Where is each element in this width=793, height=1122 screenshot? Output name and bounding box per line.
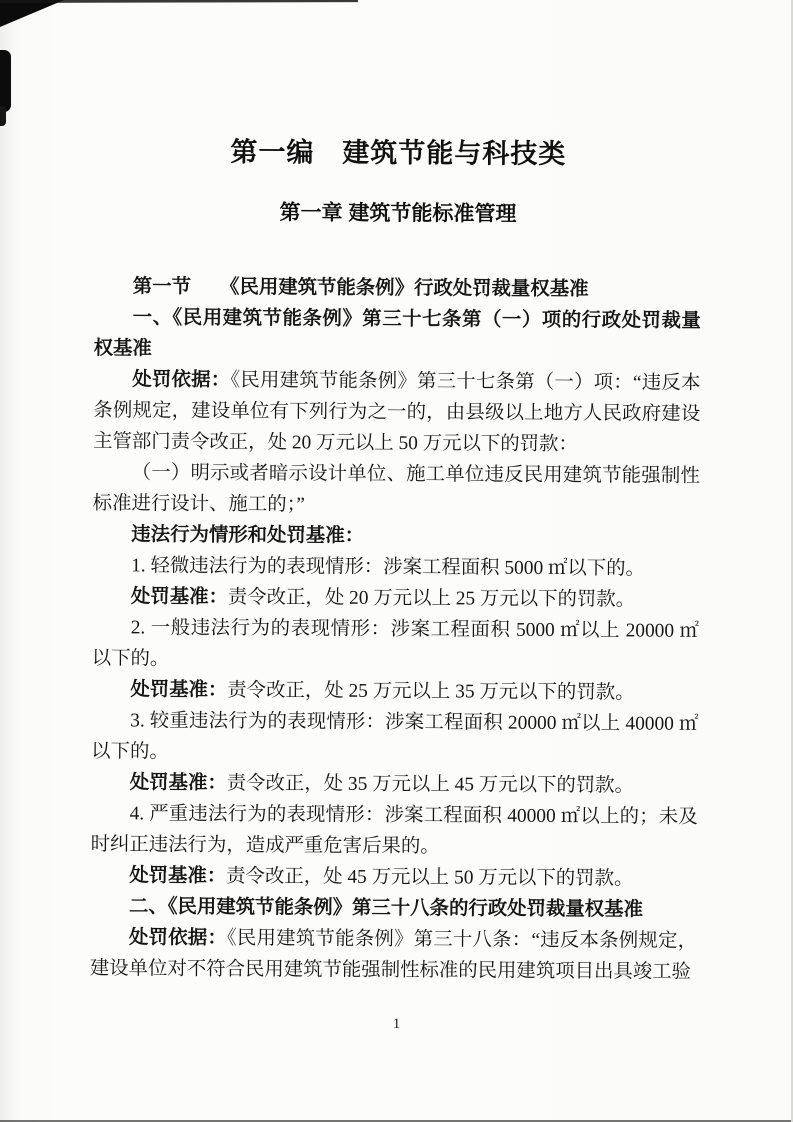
- paragraph-lead: 二、《民用建筑节能条例》第三十八条的行政处罚裁量权基准: [128, 896, 643, 921]
- paragraph: [90, 891, 697, 926]
- paragraph: [91, 674, 698, 709]
- page-content: [90, 129, 702, 988]
- paragraph-text: 责令改正，处 35 万元以上 45 万元以下的罚款。: [226, 772, 635, 797]
- paragraph-text: 《民用建筑节能条例》第三十七条第（一）项：“违反本条例规定，建设单位有下列行为之一的，由县级以上地方人民政府建设主管部门责令改正，处 20 万元以上 50 万元以下的罚款：: [93, 369, 701, 456]
- paragraph: [91, 705, 698, 771]
- paragraph: [91, 767, 698, 802]
- paragraph-lead: 一、《民用建筑节能条例》第三十七条第（一）项的行政处罚裁量权基准: [93, 307, 701, 360]
- paragraph: [90, 860, 697, 895]
- section-heading: 第一节 《民用建筑节能条例》行政处罚裁量权基准: [132, 276, 589, 301]
- paragraph-text: 1. 轻微违法行为的表现情形：涉案工程面积 5000 ㎡以下的。: [131, 555, 646, 580]
- paragraph-text: 责令改正，处 25 万元以上 35 万元以下的罚款。: [227, 679, 635, 704]
- paragraph: [91, 798, 698, 864]
- scan-artifact-left-blob-small: [0, 106, 6, 126]
- paragraph-lead: 处罚基准：: [129, 772, 227, 794]
- paragraph: [94, 302, 701, 368]
- paragraph: [92, 519, 699, 554]
- paragraph-lead: 处罚基准：: [130, 586, 228, 608]
- paragraph-text: 4. 严重违法行为的表现情形：涉案工程面积 40000 ㎡以上的；未及时纠正违法行为，造成严重危害后果的。: [90, 803, 698, 858]
- scan-artifact-top-line: [0, 0, 358, 3]
- paragraph: [93, 364, 701, 461]
- body-text: [90, 271, 701, 988]
- paragraph-text: 2. 一般违法行为的表现情形：涉案工程面积 5000 ㎡以上 20000 ㎡以下的。: [91, 617, 700, 670]
- paragraph: [92, 612, 699, 678]
- paragraph: [92, 550, 699, 585]
- paragraph-lead: 违法行为情形和处罚基准：: [131, 524, 365, 547]
- chapter-title: 第一章 建筑节能标准管理: [279, 201, 517, 226]
- paragraph: [93, 457, 700, 523]
- page-number: 1: [392, 1016, 401, 1032]
- paragraph-lead: 处罚基准：: [129, 865, 227, 887]
- paragraph-lead: 处罚依据：: [128, 927, 228, 949]
- paragraph-text: 责令改正，处 45 万元以上 50 万元以下的罚款。: [226, 865, 634, 890]
- paragraph-text: （一）明示或者暗示设计单位、施工单位违反民用建筑节能强制性标准进行设计、施工的；”: [92, 462, 700, 516]
- paragraph: [90, 922, 697, 988]
- part-title: 第一编 建筑节能与科技类: [230, 136, 567, 170]
- paragraph-lead: 处罚基准：: [130, 679, 228, 701]
- paragraph-text: 3. 较重违法行为的表现情形：涉案工程面积 20000 ㎡以上 40000 ㎡以下的。: [91, 710, 699, 763]
- paragraph-lead: 处罚依据：: [132, 369, 231, 391]
- paragraph-text: 责令改正，处 20 万元以上 25 万元以下的罚款。: [227, 586, 636, 611]
- scan-artifact-corner: [0, 0, 64, 27]
- paragraph-text: 《民用建筑节能条例》第三十八条：“违反本条例规定，建设单位对不符合民用建筑节能强制性标准的民用建筑项目出具竣工验: [89, 927, 698, 983]
- paragraph: [92, 581, 699, 616]
- scan-artifact-left-blob: [0, 50, 11, 112]
